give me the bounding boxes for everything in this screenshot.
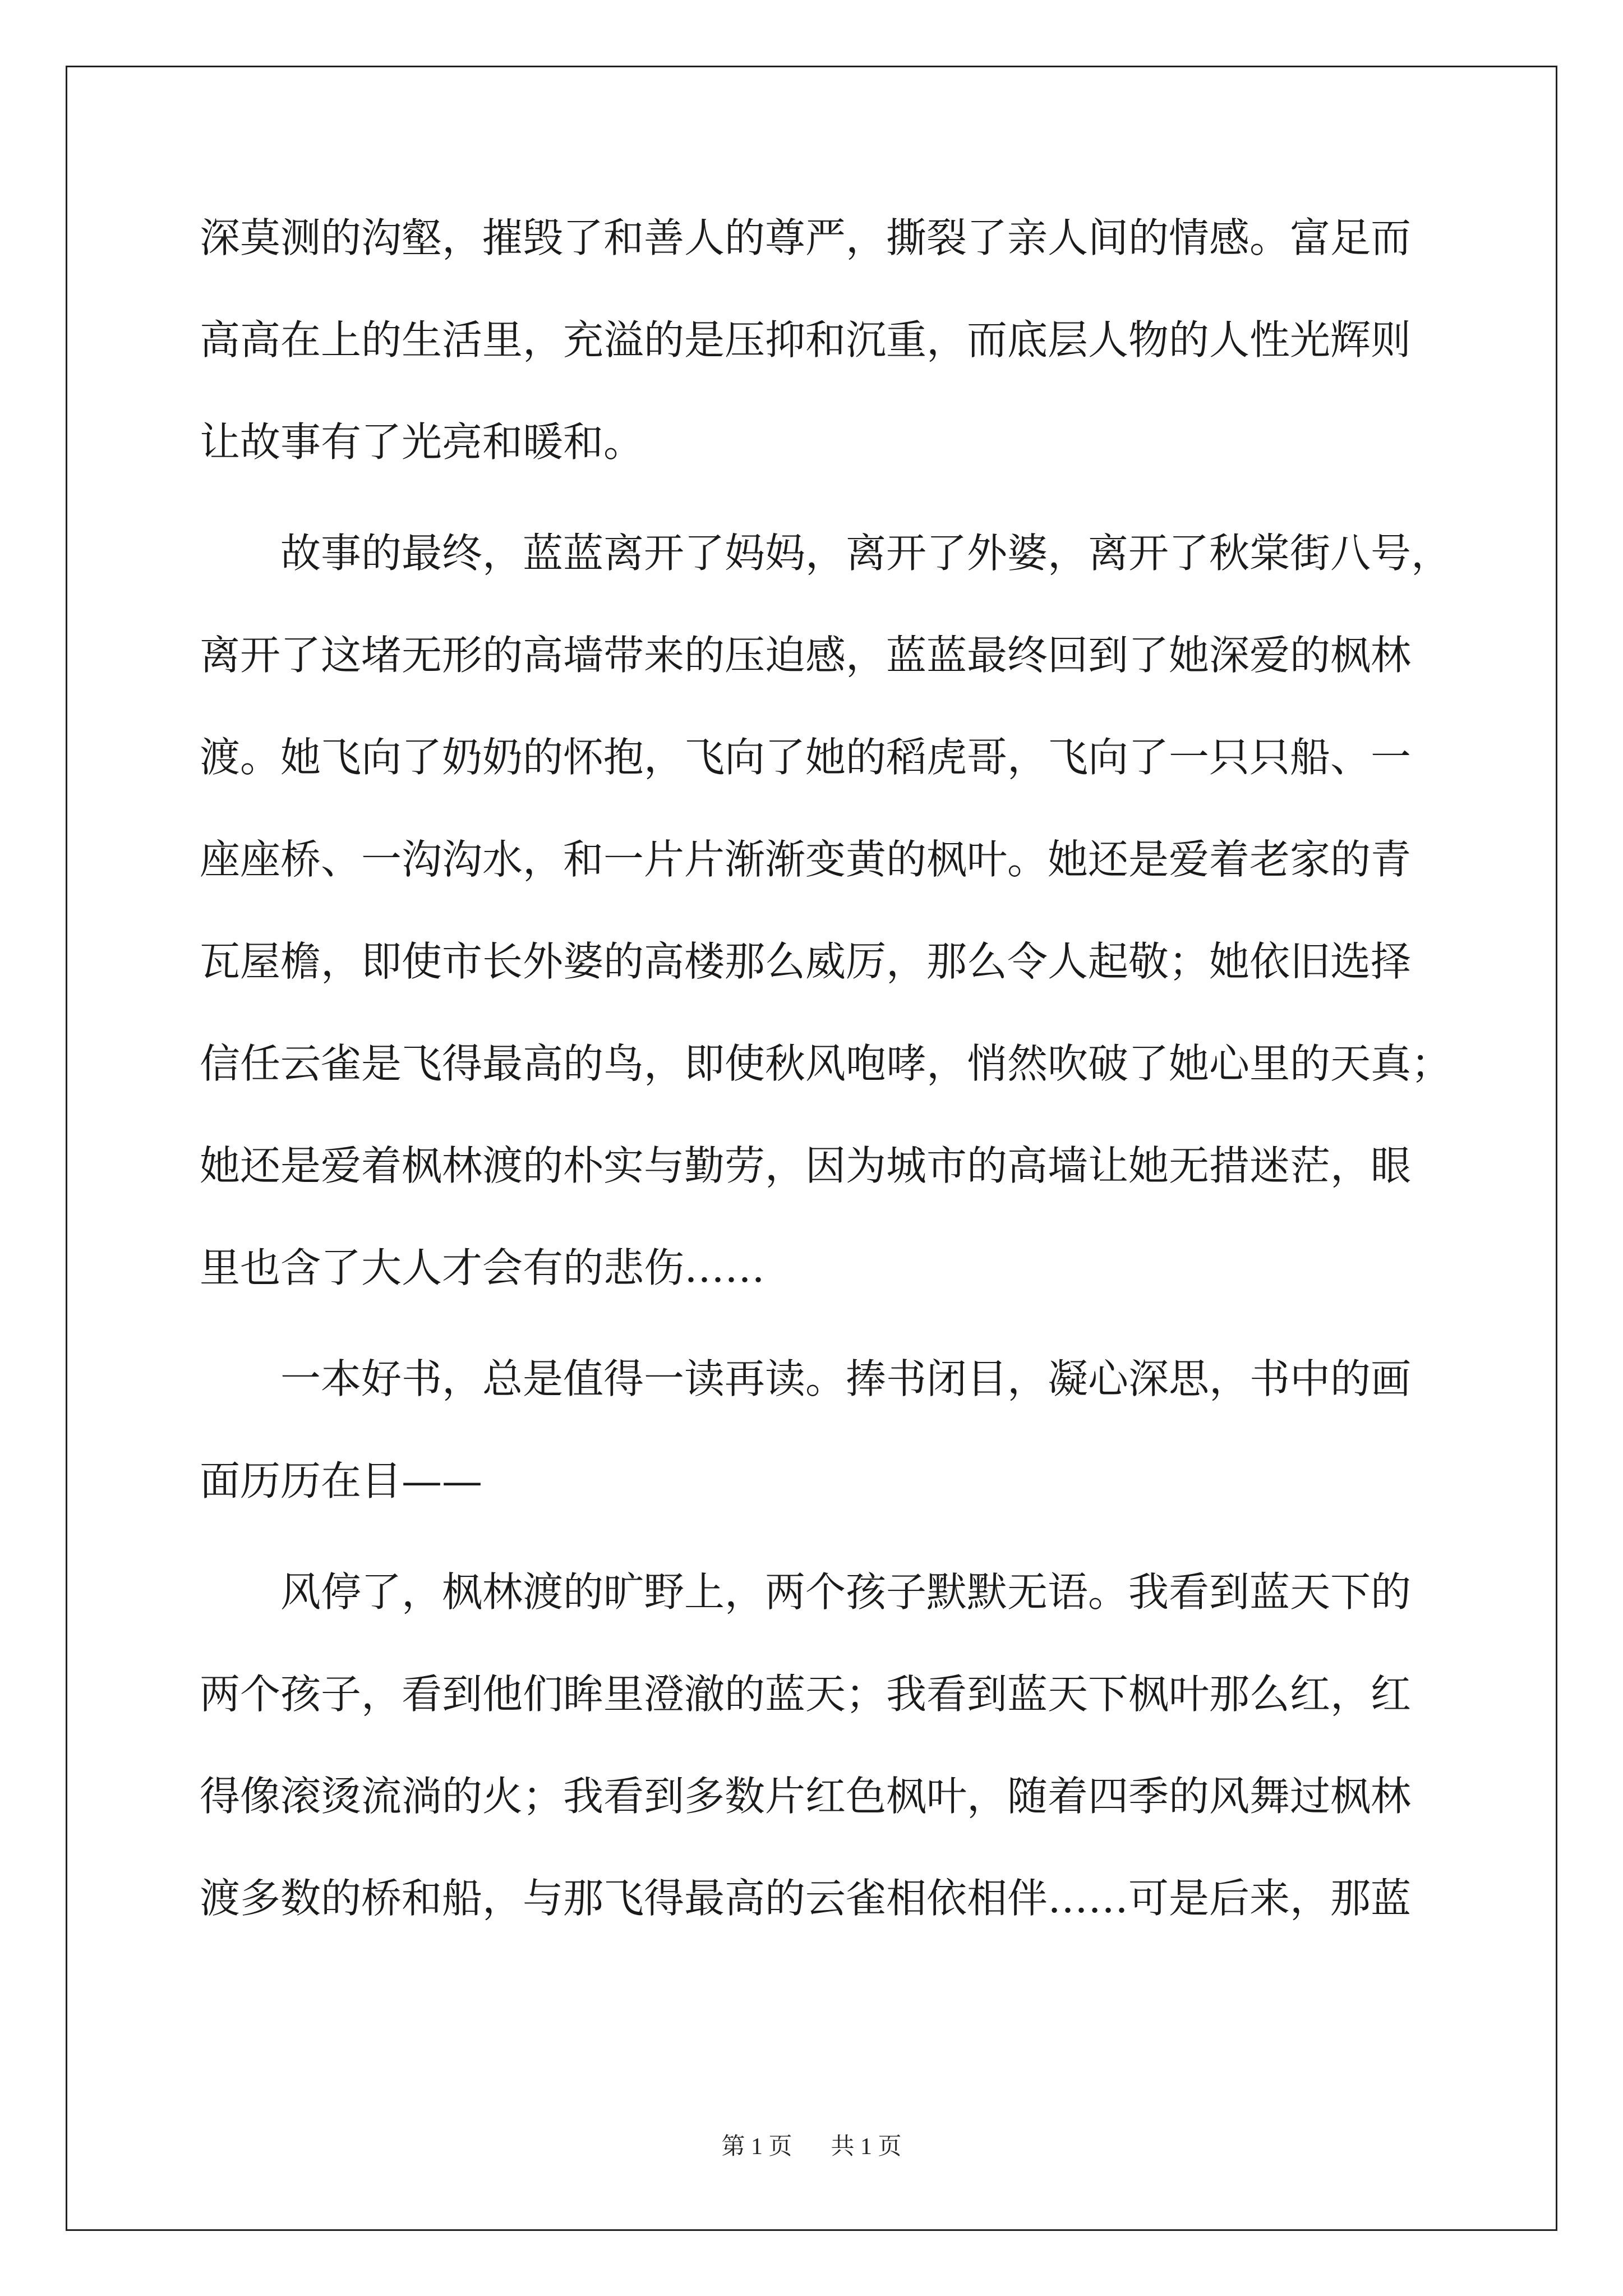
text-line: 两个孩子，看到他们眸里澄澈的蓝天；我看到蓝天下枫叶那么红，红 — [200, 1671, 1412, 1718]
text-line: 信任云雀是飞得最高的鸟，即使秋风咆哮，悄然吹破了她心里的天真； — [200, 1040, 1452, 1087]
text-line: 得像滚烫流淌的火；我看到多数片红色枫叶，随着四季的风舞过枫林 — [200, 1773, 1412, 1820]
text-line: 离开了这堵无形的高墙带来的压迫感，蓝蓝最终回到了她深爱的枫林 — [200, 632, 1412, 679]
text-line: 她还是爱着枫林渡的朴实与勤劳，因为城市的高墙让她无措迷茫，眼 — [200, 1142, 1412, 1189]
text-line: 让故事有了光亮和暖和。 — [200, 418, 644, 466]
text-line: 瓦屋檐，即使市长外婆的高楼那么威厉，那么令人起敬；她依旧选择 — [200, 938, 1412, 985]
text-line: 渡。她飞向了奶奶的怀抱，飞向了她的稻虎哥，飞向了一只只船、一 — [200, 734, 1412, 781]
document-body — [200, 214, 1452, 1922]
text-line: 高高在上的生活里，充溢的是压抑和沉重，而底层人物的人性光辉则 — [200, 316, 1412, 364]
text-line: 渡多数的桥和船，与那飞得最高的云雀相依相伴……可是后来，那蓝 — [200, 1875, 1412, 1922]
text-line: 面历历在目—— — [200, 1457, 483, 1504]
page-number: 第 1 页 — [721, 2134, 792, 2160]
text-line: 座座桥、一沟沟水，和一片片渐渐变黄的枫叶。她还是爱着老家的青 — [200, 836, 1412, 883]
text-line: 风停了，枫林渡的旷野上，两个孩子默默无语。我看到蓝天下的 — [280, 1568, 1412, 1616]
text-line: 故事的最终，蓝蓝离开了妈妈，离开了外婆，离开了秋棠街八号， — [280, 530, 1452, 577]
page-footer — [0, 2133, 1623, 2160]
text-line: 深莫测的沟壑，摧毁了和善人的尊严，撕裂了亲人间的情感。富足而 — [200, 214, 1412, 261]
text-line: 里也含了大人才会有的悲伤…… — [200, 1244, 766, 1291]
text-line: 一本好书，总是值得一读再读。捧书闭目，凝心深思，书中的画 — [280, 1355, 1412, 1402]
page-total: 共 1 页 — [831, 2134, 902, 2160]
